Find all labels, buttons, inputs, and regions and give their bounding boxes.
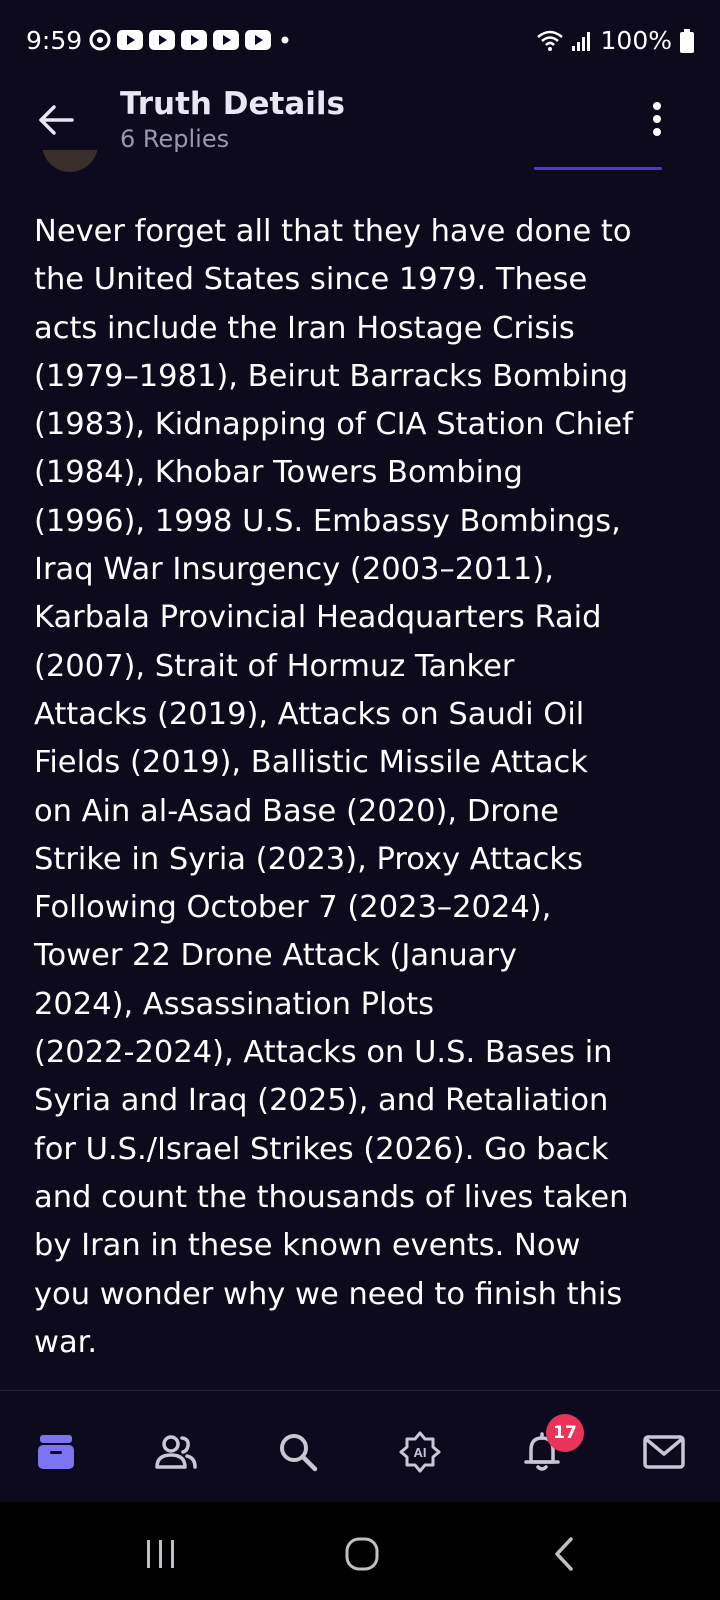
nav-search[interactable] bbox=[268, 1422, 328, 1482]
post-line: on Ain al-Asad Base (2020), Drone bbox=[34, 793, 559, 829]
post-line: acts include the Iran Hostage Crisis bbox=[34, 310, 575, 346]
post-line: for U.S./Israel Strikes (2026). Go back bbox=[34, 1131, 609, 1167]
system-nav-bar bbox=[0, 1502, 720, 1600]
post-line: (2022-2024), Attacks on U.S. Bases in bbox=[34, 1035, 613, 1071]
nav-ai[interactable] bbox=[390, 1422, 450, 1482]
post-line: Syria and Iraq (2025), and Retaliation bbox=[34, 1083, 609, 1119]
author-avatar[interactable] bbox=[42, 150, 98, 174]
post-line: Never forget all that they have done to bbox=[34, 214, 632, 249]
signal-icon bbox=[571, 30, 593, 52]
post-line: Fields (2019), Ballistic Missile Attack bbox=[34, 745, 588, 781]
system-back-button[interactable] bbox=[534, 1524, 594, 1584]
notification-icons bbox=[89, 29, 293, 51]
arrow-left-icon bbox=[38, 104, 74, 136]
post-line: (2007), Strait of Hormuz Tanker bbox=[34, 648, 515, 684]
back-chevron-icon bbox=[552, 1536, 576, 1572]
post-line: Strike in Syria (2023), Proxy Attacks bbox=[34, 841, 583, 877]
youtube-icon bbox=[181, 30, 207, 50]
youtube-icon bbox=[245, 30, 271, 50]
ai-badge-icon bbox=[399, 1431, 441, 1473]
post-line: (1984), Khobar Towers Bombing bbox=[34, 455, 523, 491]
home-icon bbox=[36, 1433, 76, 1471]
wifi-icon bbox=[537, 30, 563, 52]
post-line: the United States since 1979. These bbox=[34, 262, 588, 298]
page-title: Truth Details bbox=[120, 86, 345, 122]
battery-icon bbox=[680, 29, 694, 53]
more-vertical-icon bbox=[652, 101, 662, 137]
app-header bbox=[0, 84, 720, 174]
nav-divider bbox=[0, 1390, 720, 1391]
post-line: war. bbox=[34, 1324, 98, 1360]
bottom-nav bbox=[0, 1392, 720, 1502]
home-circle-icon bbox=[344, 1536, 380, 1572]
reply-count: 6 Replies bbox=[120, 125, 230, 153]
post-line: Attacks (2019), Attacks on Saudi Oil bbox=[34, 696, 585, 732]
more-options-button[interactable] bbox=[642, 96, 672, 142]
post-body bbox=[34, 208, 694, 1367]
search-icon bbox=[278, 1432, 318, 1472]
post-line: Tower 22 Drone Attack (January bbox=[34, 938, 517, 974]
nav-people[interactable] bbox=[146, 1422, 206, 1482]
post-line: Iraq War Insurgency (2003–2011), bbox=[34, 552, 554, 588]
post-line: 2024), Assassination Plots bbox=[34, 986, 435, 1022]
post-line: Following October 7 (2023–2024), bbox=[34, 890, 552, 926]
svg-text:AI: AI bbox=[413, 1445, 427, 1460]
battery-percent: 100% bbox=[600, 26, 672, 55]
mail-icon bbox=[643, 1435, 685, 1469]
post-line: (1996), 1998 U.S. Embassy Bombings, bbox=[34, 503, 621, 539]
youtube-icon bbox=[149, 30, 175, 50]
post-line: you wonder why we need to finish this bbox=[34, 1276, 623, 1312]
nav-home[interactable] bbox=[26, 1422, 86, 1482]
home-button[interactable] bbox=[332, 1524, 392, 1584]
system-status-icons bbox=[537, 26, 694, 55]
post-line: (1979–1981), Beirut Barracks Bombing bbox=[34, 358, 629, 394]
people-icon bbox=[154, 1434, 198, 1470]
youtube-icon bbox=[117, 30, 143, 50]
post-line: and count the thousands of lives taken bbox=[34, 1179, 629, 1215]
post-line: (1983), Kidnapping of CIA Station Chief bbox=[34, 407, 633, 443]
threads-icon bbox=[89, 29, 111, 51]
nav-messages[interactable] bbox=[634, 1422, 694, 1482]
youtube-icon bbox=[213, 30, 239, 50]
post-line: by Iran in these known events. Now bbox=[34, 1228, 581, 1264]
follow-button[interactable] bbox=[534, 167, 662, 170]
dot-icon bbox=[277, 30, 293, 50]
back-button[interactable] bbox=[34, 98, 78, 142]
status-bar bbox=[0, 0, 720, 84]
status-time: 9:59 bbox=[26, 26, 83, 55]
post-line: Karbala Provincial Headquarters Raid bbox=[34, 600, 602, 636]
recent-apps-icon bbox=[144, 1538, 178, 1570]
notification-badge: 17 bbox=[546, 1414, 584, 1452]
recent-apps-button[interactable] bbox=[131, 1524, 191, 1584]
